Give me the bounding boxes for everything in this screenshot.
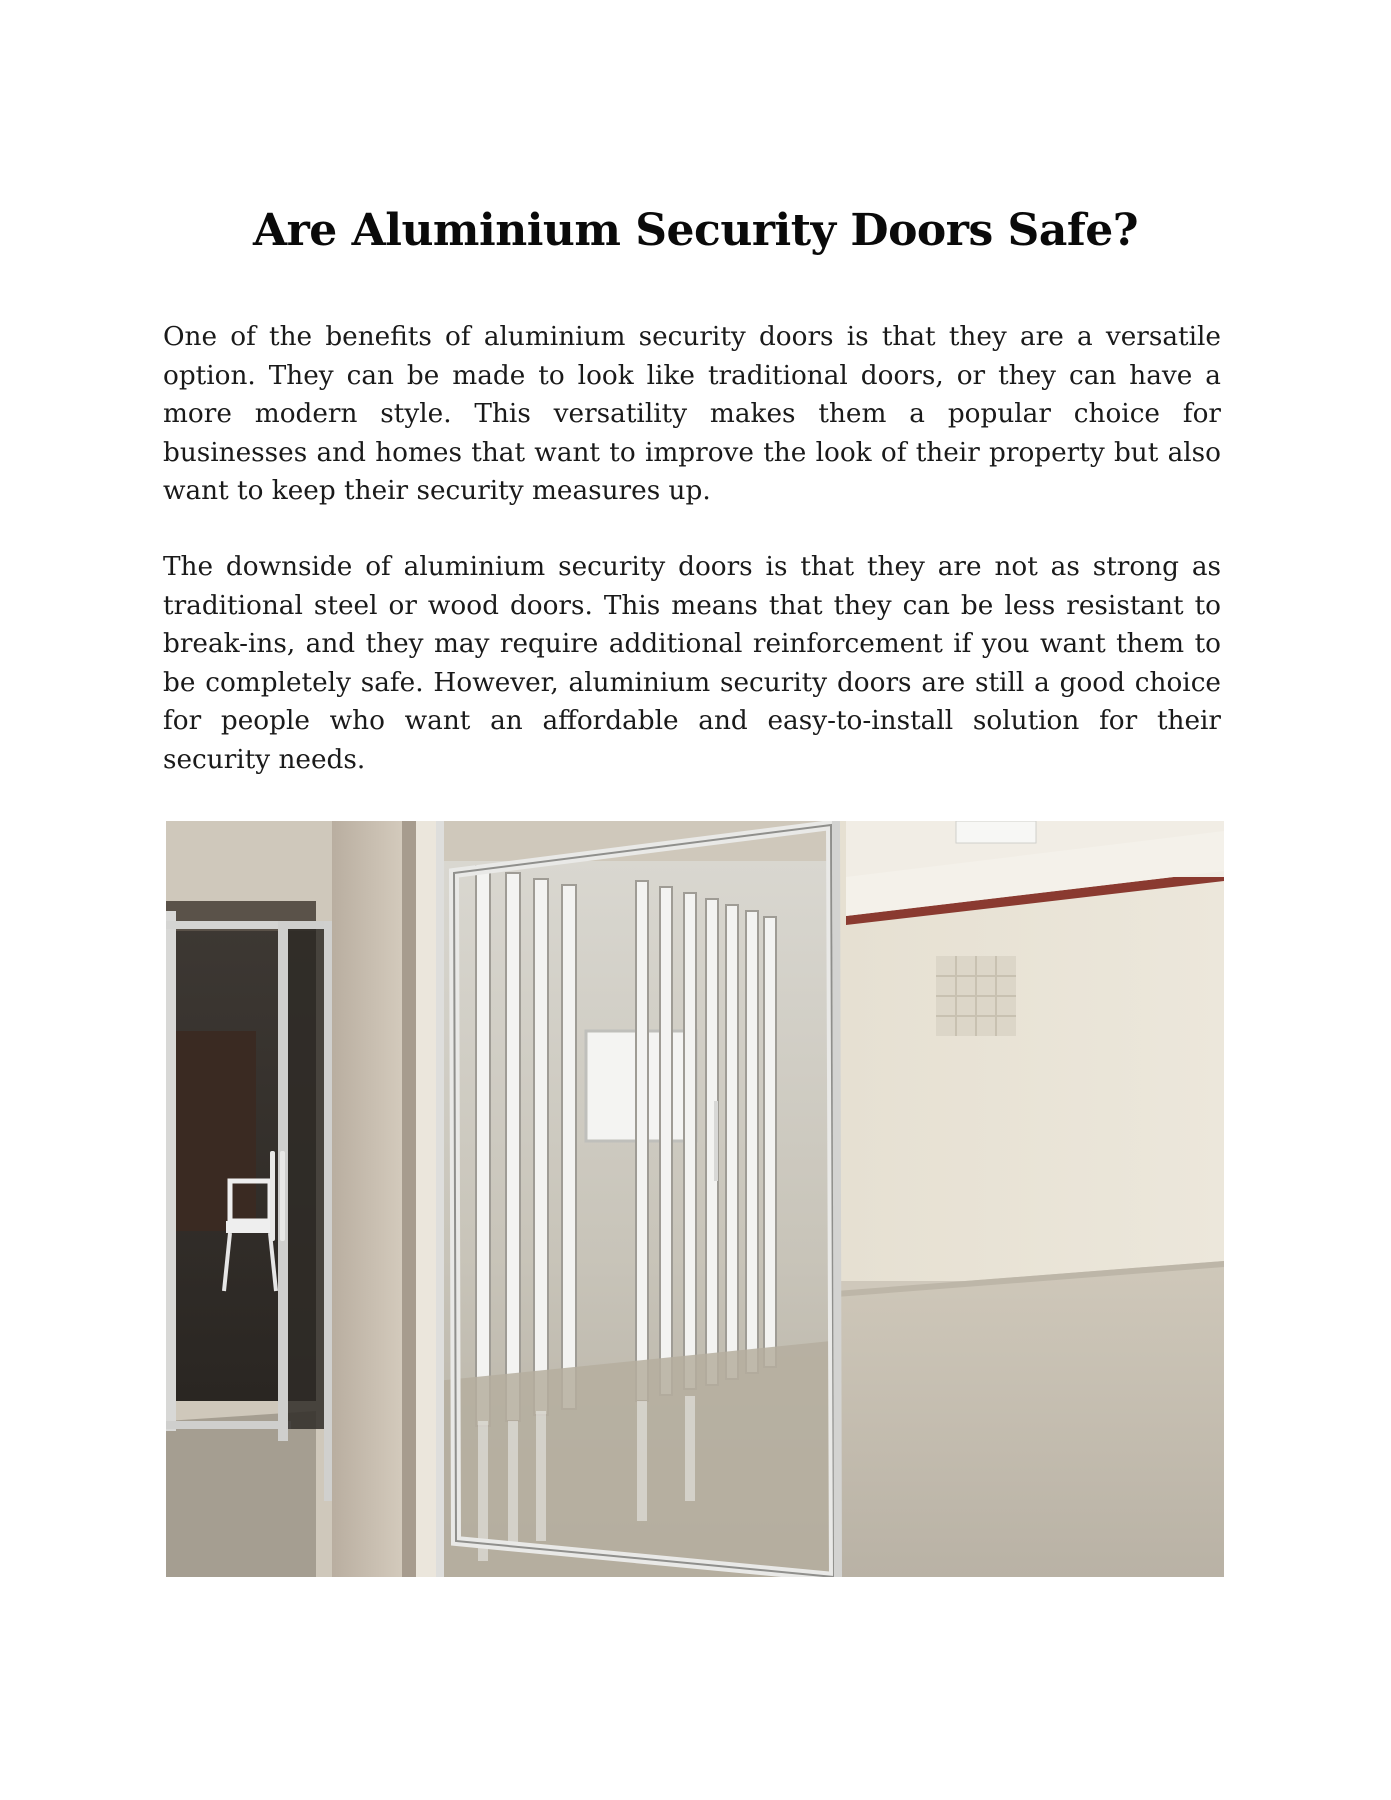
page-title: Are Aluminium Security Doors Safe? xyxy=(252,205,1139,256)
right-floor xyxy=(836,1261,1224,1577)
pillar xyxy=(332,821,410,1577)
aluminium-doors-photo xyxy=(166,821,1224,1577)
paragraph-1: One of the benefits of aluminium security doors is that they are a versatile option. They can be made to look like traditional doors, or they can have a more modern style. This versatility makes them a popular choice for businesses and homes that want to improve the look of their property but also want to keep their security measures up. xyxy=(163,322,1221,506)
glass-block-window xyxy=(936,956,1016,1036)
paragraph-2: The downside of aluminium security doors is that they are not as strong as traditional steel or wood doors. This means that they can be less resistant to break-ins, and they may require additional reinforcement if you want them to be completely safe. However, aluminium security doors are still a good choice for people who want an affordable and easy-to-install solution for their security needs. xyxy=(163,552,1221,775)
